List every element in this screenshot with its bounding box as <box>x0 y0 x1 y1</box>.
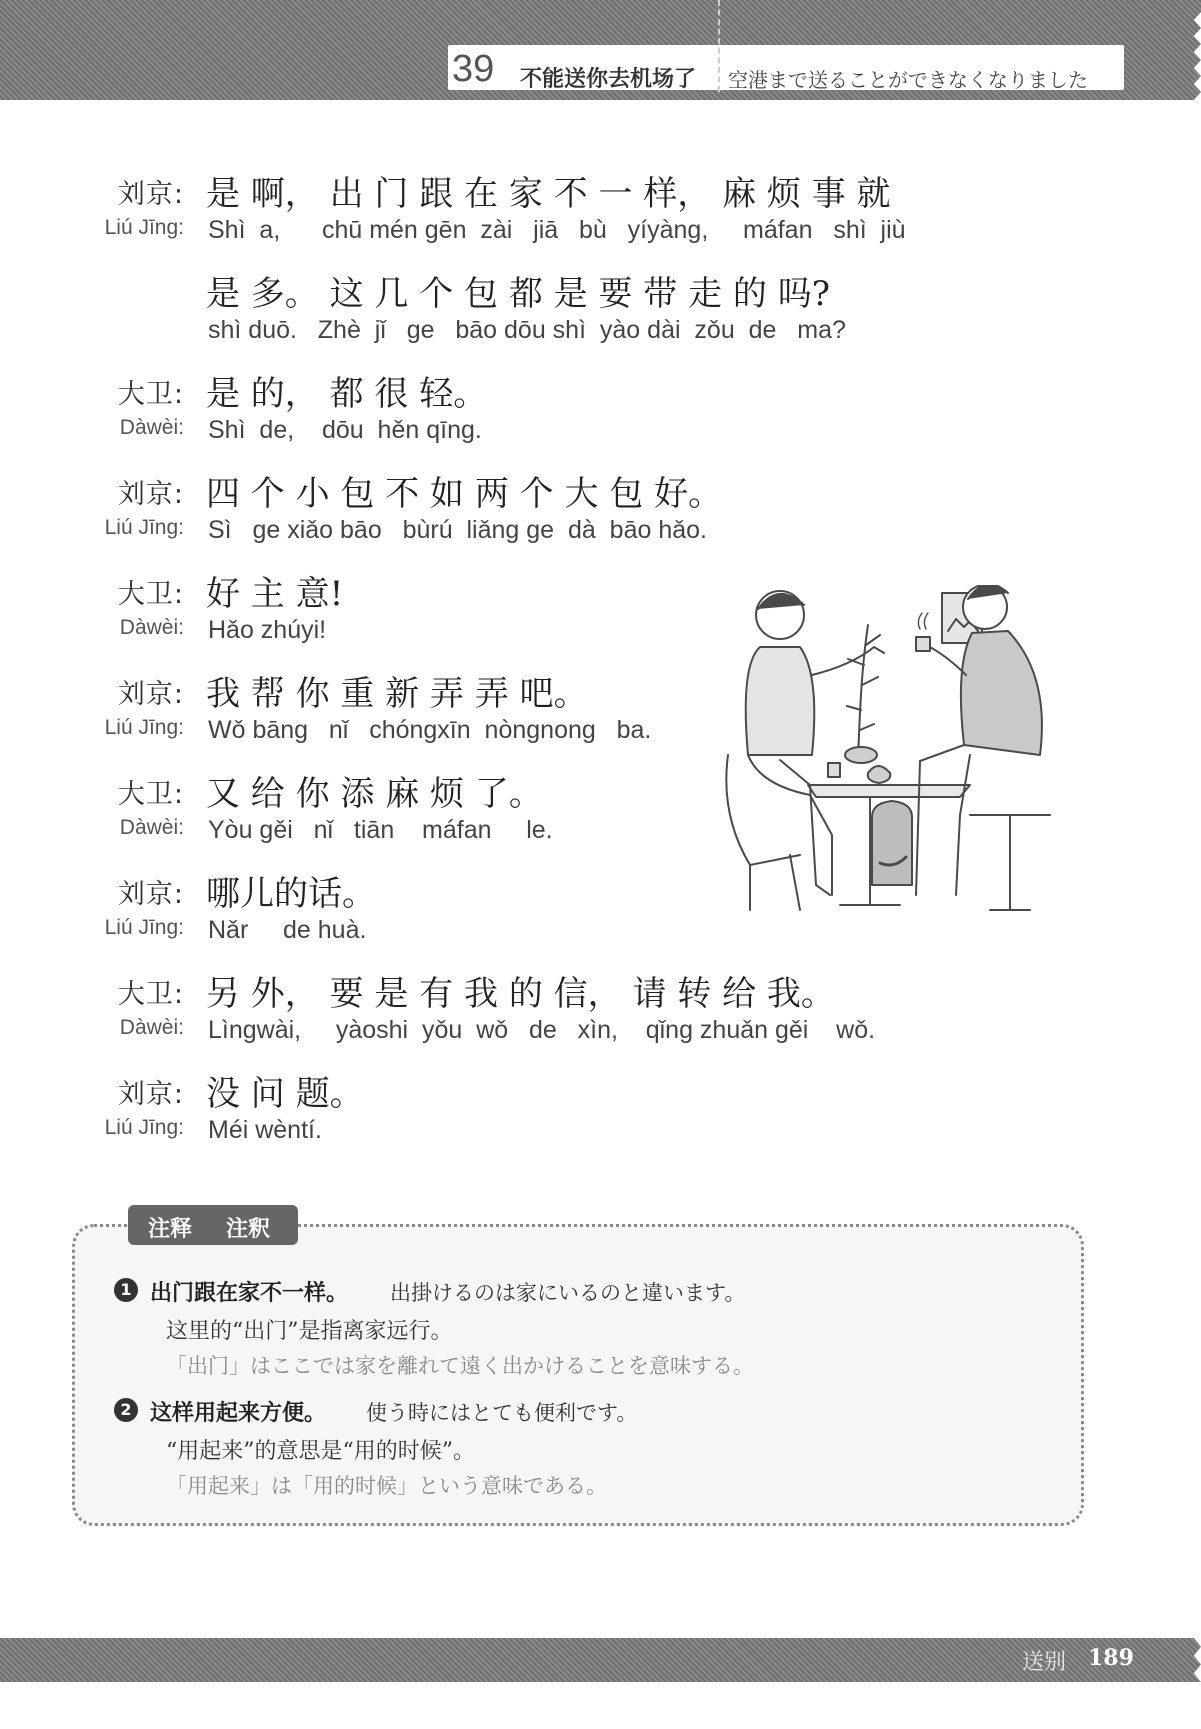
speaker-pinyin: Dàwèi: <box>119 616 184 639</box>
lesson-title-japanese: 空港まで送ることができなくなりました <box>728 68 1088 92</box>
bag-icon <box>872 801 912 885</box>
speaker-pinyin: Liú Jīng: <box>104 216 184 239</box>
dialogue-pinyin: Yòu gěi nǐ tiān máfan le. <box>208 816 553 844</box>
left-chair-icon <box>726 755 800 910</box>
footer-section-label: 送别 <box>1022 1650 1067 1675</box>
note-japanese: 使う時にはとても便利です。 <box>366 1401 638 1425</box>
dialogue-hanzi: 另 外， 要 是 有 我 的 信， 请 转 给 我。 <box>206 974 835 1014</box>
dialogue-pinyin: Shì a, chū mén gēn zài jiā bù yíyàng, máfan shì jiù <box>208 216 906 244</box>
dialogue-pinyin: Wǒ bāng nǐ chóngxīn nòngnong ba. <box>208 716 652 744</box>
speaker-name: 刘京: <box>117 879 184 910</box>
notes-tag-cn: 注释 <box>148 1217 193 1242</box>
speaker-name: 大卫: <box>117 379 184 410</box>
note-number-badge: 2 <box>114 1398 138 1422</box>
dialogue-pinyin: Shì de, dōu hěn qīng. <box>208 416 482 444</box>
header-divider <box>718 0 720 92</box>
speaker-pinyin: Dàwèi: <box>119 1016 184 1039</box>
table-icon <box>808 785 970 797</box>
dialogue-hanzi: 四 个 小 包 不 如 两 个 大 包 好。 <box>206 474 723 514</box>
note-japanese-explanation: 「用起来」は「用的时候」という意味である。 <box>166 1474 607 1498</box>
speaker-pinyin: Liú Jīng: <box>104 716 184 739</box>
notes-tag-jp: 注釈 <box>226 1217 271 1242</box>
speaker-name: 刘京: <box>117 679 184 710</box>
lesson-number: 39 <box>452 48 495 90</box>
note-japanese: 出掛けるのは家にいるのと違います。 <box>390 1281 746 1305</box>
dialogue-pinyin: shì duō. Zhè jǐ ge bāo dōu shì yào dài zǒu de ma? <box>208 316 846 344</box>
note-title: 出门跟在家不一样。 <box>150 1281 349 1306</box>
speaker-pinyin: Liú Jīng: <box>104 916 184 939</box>
notes-tag <box>128 1205 298 1245</box>
speaker-pinyin: Dàwèi: <box>119 816 184 839</box>
note-chinese-explanation: “用起来”的意思是“用的时候”。 <box>166 1439 475 1464</box>
note-number-badge: 1 <box>114 1278 138 1302</box>
dialogue-hanzi: 好 主 意! <box>206 574 344 614</box>
teapot-icon <box>868 766 891 783</box>
dialogue-pinyin: Nǎr de huà. <box>208 916 367 944</box>
speaker-name: 刘京: <box>117 479 184 510</box>
dialogue-hanzi: 哪儿的话。 <box>206 874 376 914</box>
dialogue-pinyin: Méi wèntí. <box>208 1116 322 1144</box>
speaker-name: 大卫: <box>117 779 184 810</box>
page-number: 189 <box>1088 1645 1134 1671</box>
cup-icon <box>828 763 840 777</box>
speaker-pinyin: Liú Jīng: <box>104 516 184 539</box>
right-chair-icon <box>970 815 1050 910</box>
dialogue-hanzi: 又 给 你 添 麻 烦 了。 <box>206 774 543 814</box>
note-title: 这样用起来方便。 <box>150 1401 327 1426</box>
dialogue-pinyin: Lìngwài, yàoshi yǒu wǒ de xìn, qǐng zhuǎn gěi wǒ. <box>208 1016 876 1044</box>
dialogue-hanzi: 是 的， 都 很 轻。 <box>206 374 488 414</box>
dialogue-pinyin: Sì ge xiǎo bāo bùrú liǎng ge dà bāo hǎo. <box>208 516 707 544</box>
speaker-pinyin: Liú Jīng: <box>104 1116 184 1139</box>
speaker-name: 刘京: <box>117 1079 184 1110</box>
conversation-illustration <box>720 585 1095 915</box>
speaker-name: 大卫: <box>117 979 184 1010</box>
note-chinese-explanation: 这里的“出门”是指离家远行。 <box>166 1319 453 1344</box>
lesson-title-chinese: 不能送你去机场了 <box>520 66 697 92</box>
dialogue-pinyin: Hǎo zhúyi! <box>208 616 327 644</box>
dialogue-hanzi: 是 啊， 出 门 跟 在 家 不 一 样， 麻 烦 事 就 <box>206 174 891 214</box>
note-japanese-explanation: 「出门」はここでは家を離れて遠く出かけることを意味する。 <box>166 1354 754 1378</box>
dialogue-hanzi: 是 多。 这 几 个 包 都 是 要 带 走 的 吗? <box>206 274 830 314</box>
dialogue-hanzi: 我 帮 你 重 新 弄 弄 吧。 <box>206 674 588 714</box>
speaker-name: 刘京: <box>117 179 184 210</box>
footer-band <box>0 1638 1201 1682</box>
dialogue-hanzi: 没 问 题。 <box>206 1074 364 1114</box>
speaker-pinyin: Dàwèi: <box>119 416 184 439</box>
speaker-name: 大卫: <box>117 579 184 610</box>
